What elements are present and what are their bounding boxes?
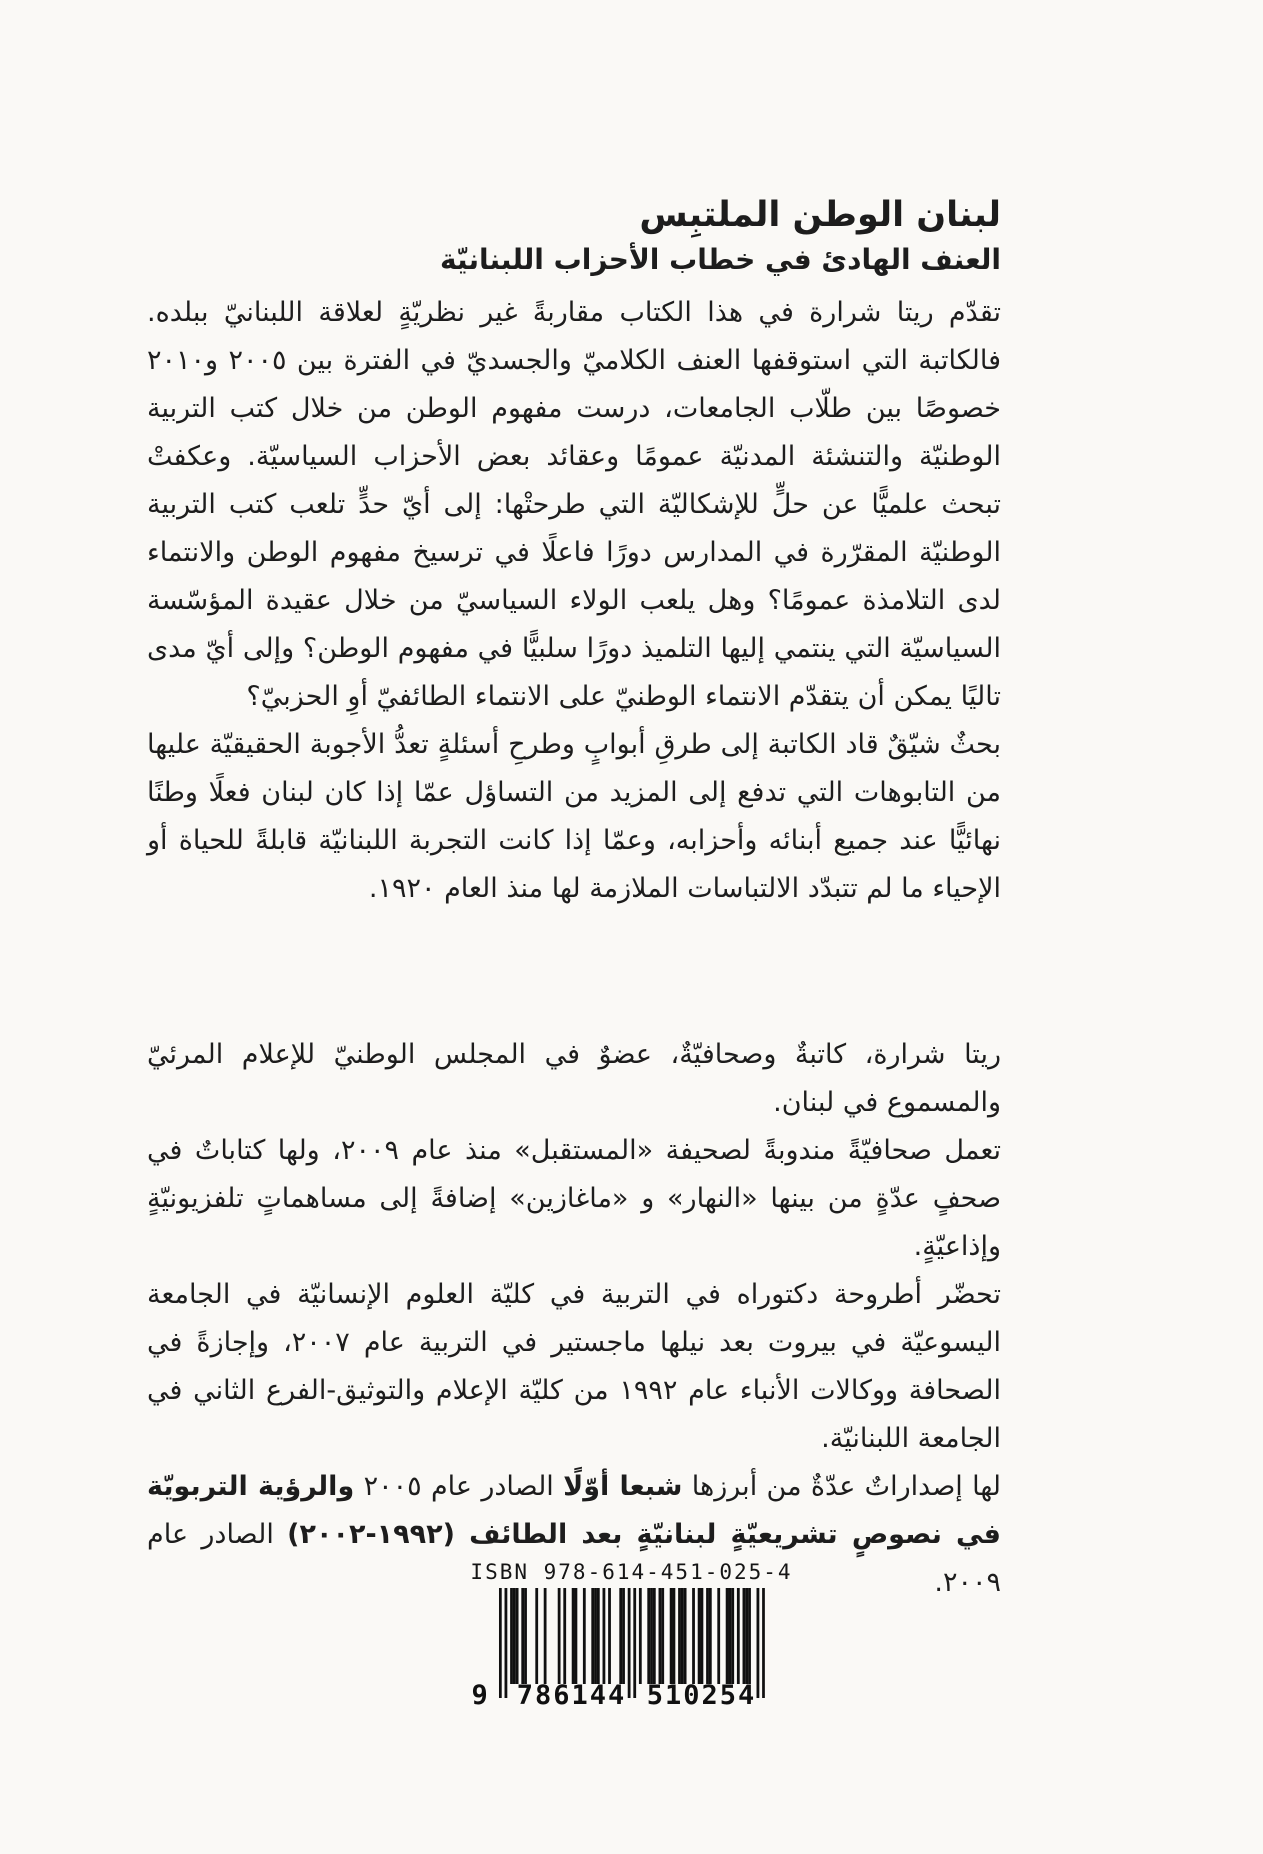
barcode-digit-lead: 9 bbox=[471, 1680, 490, 1711]
synopsis bbox=[147, 289, 1001, 913]
bio-paragraph-press-work: تعمل صحافيّةً مندوبةً لصحيفة «المستقبل» منذ عام ٢٠٠٩، ولها كتاباتٌ في صحفٍ عدّةٍ من بينها «النهار» و «ماغازين» إضافةً إلى مساهماتٍ تلفزيونيّةٍ وإذاعيّةٍ. bbox=[147, 1134, 1001, 1262]
bio-paragraph-intro: ريتا شرارة، كاتبةٌ وصحافيّةٌ، عضوٌ في المجلس الوطنيّ للإعلام المرئيّ والمسموع في لبنان. bbox=[147, 1038, 1001, 1118]
isbn-barcode-block bbox=[470, 1560, 792, 1722]
author-bio bbox=[147, 1031, 1001, 1607]
bio-paragraph-publications: لها إصداراتٌ عدّةٌ من أبرزها شبعا أوّلًا الصادر عام ٢٠٠٥ والرؤية التربويّة في نصوصٍ تشريعيّةٍ لبنانيّةٍ بعد الطائف (١٩٩٢-٢٠٠٢) الصادر عام ٢٠٠٩. bbox=[147, 1470, 1001, 1598]
ean13-barcode bbox=[471, 1588, 765, 1722]
book-title: لبنان الوطن الملتبِس bbox=[639, 195, 1001, 235]
bio-paragraph-education: تحضّر أطروحة دكتوراه في التربية في كليّة العلوم الإنسانيّة في الجامعة اليسوعيّة في بيروت بعد نيلها ماجستير في التربية عام ٢٠٠٧، وإجازةً في الصحافة ووكالات الأنباء عام ١٩٩٢ من كليّة الإعلام والتوثيق-الفرع الثاني في الجامعة اللبنانيّة. bbox=[147, 1278, 1001, 1454]
back-cover-text bbox=[147, 194, 1001, 1607]
synopsis-paragraph-2: بحثٌ شيّقٌ قاد الكاتبة إلى طرقِ أبوابٍ وطرحِ أسئلةٍ تعدُّ الأجوبة الحقيقيّة عليها من التابوهات التي تدفع إلى المزيد من التساؤل عمّا إذا كان لبنان فعلًا وطنًا نهائيًّا عند جميع أبنائه وأحزابه، وعمّا إذا كانت التجربة اللبنانيّة قابلةً للحياة أو الإحياء ما لم تتبدّد الالتباسات الملازمة لها منذ العام ١٩٢٠. bbox=[147, 728, 1001, 904]
isbn-number: ISBN 978-614-451-025-4 bbox=[470, 1560, 793, 1584]
barcode-digits-right: 510254 bbox=[646, 1680, 757, 1711]
barcode-digits-left: 786144 bbox=[516, 1680, 627, 1711]
synopsis-paragraph-1: تقدّم ريتا شرارة في هذا الكتاب مقاربةً غير نظريّةٍ لعلاقة اللبنانيّ ببلده. فالكاتبة التي استوقفها العنف الكلاميّ والجسديّ في الفترة بين ٢٠٠٥ و٢٠١٠ خصوصًا بين طلّاب الجامعات، درست مفهوم الوطن من خلال كتب التربية الوطنيّة والتنشئة المدنيّة عمومًا وعقائد بعض الأحزاب السياسيّة. وعكفتْ تبحث علميًّا عن حلٍّ للإشكاليّة التي طرحتْها: إلى أيّ حدٍّ تلعب كتب التربية الوطنيّة المقرّرة في المدارس دورًا فاعلًا في ترسيخ مفهوم الوطن والانتماء لدى التلامذة عمومًا؟ وهل يلعب الولاء السياسيّ من خلال عقيدة المؤسّسة السياسيّة التي ينتمي إليها التلميذ دورًا سلبيًّا في مفهوم الوطن؟ وإلى أيّ مدى تاليًا يمكن أن يتقدّم الانتماء الوطنيّ على الانتماء الطائفيّ أوِ الحزبيّ؟ bbox=[147, 296, 1001, 712]
book-subtitle: العنف الهادئ في خطاب الأحزاب اللبنانيّة bbox=[440, 242, 1001, 276]
